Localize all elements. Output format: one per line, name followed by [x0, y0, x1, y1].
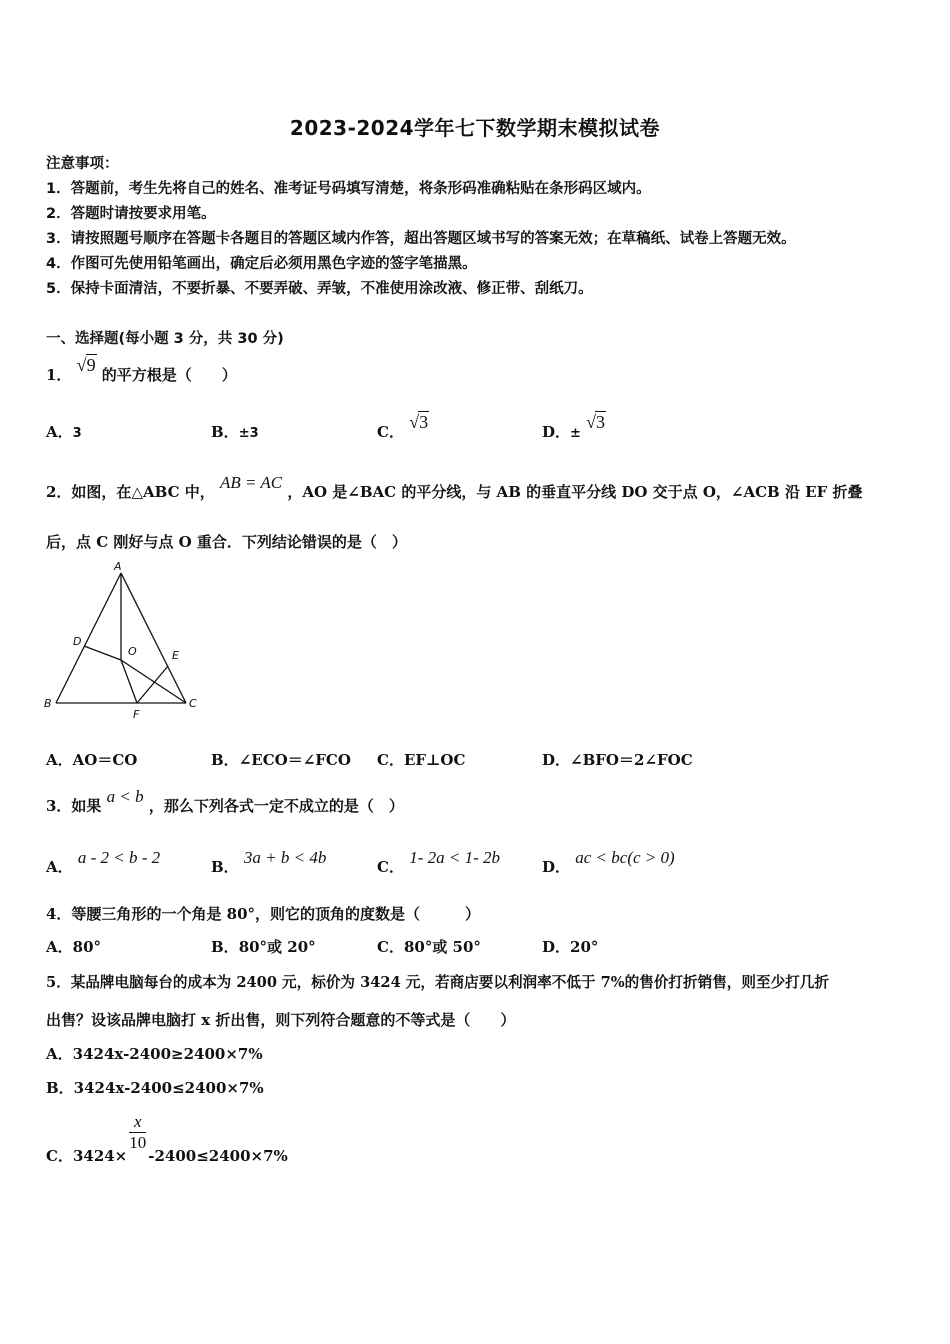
label-e: E [172, 649, 179, 662]
question-2 [46, 473, 863, 502]
notice-item: 4．作图可先使用铅笔画出，确定后必须用黑色字迹的签字笔描黑。 [46, 256, 477, 272]
fraction: $\frac{x}{10}$ [129, 1112, 147, 1152]
label-a: A [114, 560, 122, 573]
section-heading: 一、选择题(每小题 3 分，共 30 分) [46, 331, 284, 347]
notice-item: 5．保持卡面清洁，不要折暴、不要弄破、弄皱，不准使用涂改液、修正带、刮纸刀。 [46, 281, 593, 297]
q1-option-b: B．±3 [211, 423, 259, 441]
question-1 [46, 355, 237, 385]
question-number: 1． [46, 366, 72, 384]
question-2-cont: 后，点 C 刚好与点 O 重合．下列结论错误的是（ ） [46, 533, 407, 551]
q4-option-c: C．80°或 50° [377, 938, 481, 956]
q1-option-c: C． √3 [377, 412, 429, 441]
segment-ef [137, 666, 168, 703]
notice-item: 3．请按照题号顺序在答题卡各题目的答题区域内作答，超出答题区域书写的答案无效；在草稿纸、试卷上答题无效。 [46, 231, 796, 247]
q2-option-b: B．∠ECO＝∠FCO [211, 751, 351, 769]
q3-option-a: A． a - 2 < b - 2 [46, 848, 161, 876]
q1-option-a: A．3 [46, 423, 82, 441]
math-expression: a < b [106, 787, 144, 806]
question-5: 5．某品牌电脑每台的成本为 2400 元，标价为 3424 元，若商店要以利润率不低于 7%的售价打折销售，则至少打几折 [46, 974, 829, 991]
radicand: 9 [86, 355, 96, 375]
segment-do [84, 646, 121, 660]
question-stem: ，那么下列各式一定不成立的是（ ） [148, 797, 404, 815]
label-o: O [128, 645, 137, 658]
question-4: 4．等腰三角形的一个角是 80°，则它的顶角的度数是（ ） [46, 905, 481, 923]
label-d: D [73, 635, 82, 648]
q5-option-c: C．3424× $\frac{x}{10}$ -2400≤2400×7% [46, 1112, 288, 1165]
q3-option-c: C． 1- 2a < 1- 2b [377, 848, 500, 876]
question-stem: 2．如图，在△ABC 中， [46, 483, 215, 501]
q3-option-b: B． 3a + b < 4b [211, 848, 327, 876]
segment-oc [121, 660, 186, 703]
question-stem: 的平方根是（ ） [101, 366, 237, 384]
radical-expression: √3 [409, 412, 429, 432]
q2-option-d: D．∠BFO＝2∠FOC [542, 751, 693, 769]
q4-option-b: B．80°或 20° [211, 938, 316, 956]
label-c: C [189, 697, 197, 710]
q3-option-d: D． ac < bc(c > 0) [542, 848, 675, 876]
math-expression: AB = AC [219, 473, 283, 492]
label-f: F [133, 708, 140, 718]
notice-item: 2．答题时请按要求用笔。 [46, 206, 216, 222]
notice-item: 1．答题前，考生先将自己的姓名、准考证号码填写清楚，将条形码准确粘贴在条形码区域内。 [46, 181, 651, 197]
q2-option-c: C．EF⊥OC [377, 751, 466, 769]
q1-option-d: D．± √3 [542, 412, 606, 441]
q5-option-a: A．3424x-2400≥2400×7% [46, 1045, 263, 1063]
radical-expression: √9 [76, 355, 96, 375]
question-stem: ，AO 是∠BAC 的平分线，与 AB 的垂直平分线 DO 交于点 O，∠ACB 沿 EF 折叠 [287, 483, 863, 501]
q2-option-a: A．AO＝CO [46, 751, 138, 769]
radical-expression: √3 [586, 412, 606, 432]
segment-of [121, 660, 137, 703]
q4-option-a: A．80° [46, 938, 102, 956]
triangle-figure [40, 558, 210, 722]
question-5-cont: 出售？设该品牌电脑打 x 折出售，则下列符合题意的不等式是（ ） [46, 1011, 516, 1029]
side-ab [56, 573, 121, 703]
label-b: B [44, 697, 52, 710]
question-number: 3．如果 [46, 797, 102, 815]
question-3 [46, 787, 404, 816]
q4-option-d: D．20° [542, 938, 599, 956]
q5-option-b: B．3424x-2400≤2400×7% [46, 1079, 264, 1097]
triangle-diagram [40, 558, 210, 718]
notice-heading: 注意事项： [46, 156, 119, 172]
page-title: 2023-2024学年七下数学期末模拟试卷 [289, 116, 661, 140]
